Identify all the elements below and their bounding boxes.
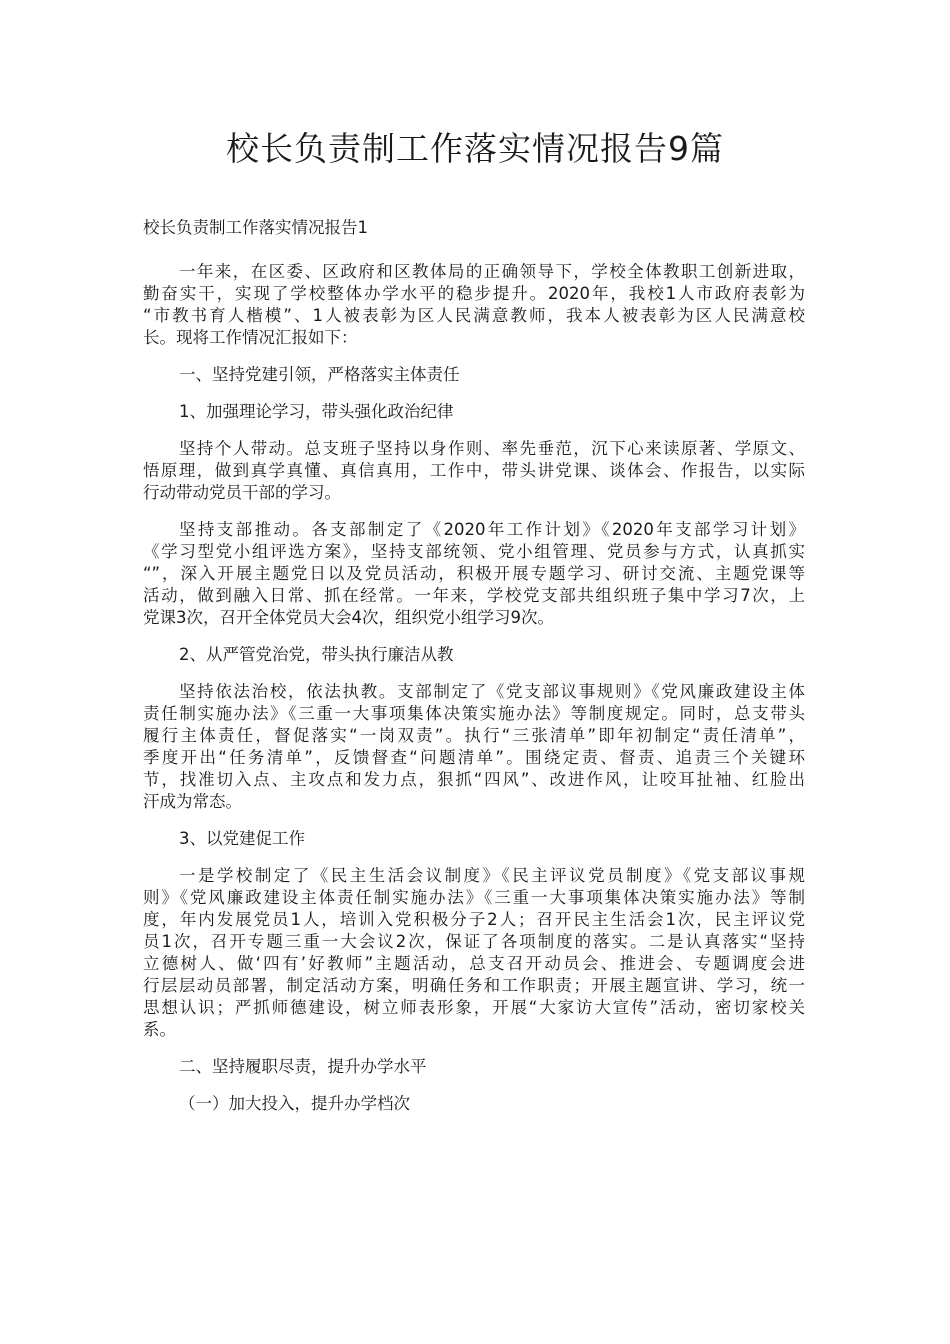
paragraph-line: 汗成为常态。 [143, 792, 242, 811]
section-heading [143, 1093, 805, 1115]
paragraph [143, 519, 805, 629]
paragraph-line: 行动带动党员干部的学习。 [143, 483, 341, 502]
paragraph-spacing [143, 504, 805, 519]
section-heading [143, 828, 805, 850]
paragraph-line: “市教书育人楷模”、1人被表彰为区人民满意教师，我本人被表彰为区人民满意校 [143, 306, 805, 325]
paragraph-line: 2、从严管党治党，带头执行廉洁从教 [179, 645, 454, 664]
paragraph-line: “”，深入开展主题党日以及党员活动，积极开展专题学习、研讨交流、主题党课等 [143, 564, 805, 583]
paragraph-line: 系。 [143, 1020, 176, 1039]
paragraph-line: 党课3次，召开全体党员大会4次，组织党小组学习9次。 [143, 608, 554, 627]
section-heading [143, 364, 805, 386]
paragraph-line: 活动，做到融入日常、抓在经常。一年来，学校党支部共组织班子集中学习7次，上 [143, 586, 805, 605]
paragraph-spacing [143, 666, 805, 681]
paragraph-line: 思想认识；严抓师德建设，树立师表形象，开展“大家访大宣传”活动，密切家校关 [143, 998, 805, 1017]
paragraph-line: 度，年内发展党员1人，培训入党积极分子2人；召开民主生活会1次，民主评议党 [143, 910, 805, 929]
paragraph-line: 《学习型党小组评选方案》，坚持支部统领、党小组管理、党员参与方式，认真抓实 [143, 542, 805, 561]
paragraph-spacing [143, 850, 805, 865]
paragraph-spacing [143, 423, 805, 438]
paragraph-spacing [143, 239, 805, 261]
paragraph [143, 865, 805, 1041]
section-heading [143, 1056, 805, 1078]
paragraph-spacing [143, 629, 805, 644]
paragraph-line: 责任制实施办法》《三重一大事项集体决策实施办法》等制度规定。同时，总支带头 [143, 704, 805, 723]
paragraph [143, 681, 805, 813]
section-heading [143, 644, 805, 666]
paragraph-spacing [143, 349, 805, 364]
paragraph-line: 坚持个人带动。总支班子坚持以身作则、率先垂范，沉下心来读原著、学原文、 [179, 439, 805, 458]
section-heading [143, 217, 805, 239]
document-body [143, 217, 805, 1115]
paragraph-line: 行层层动员部署，制定活动方案，明确任务和工作职责；开展主题宣讲、学习，统一 [143, 976, 805, 995]
paragraph-line: 校长负责制工作落实情况报告1 [143, 218, 368, 237]
paragraph-line: 一是学校制定了《民主生活会议制度》《民主评议党员制度》《党支部议事规 [179, 866, 805, 885]
paragraph-line: 坚持支部推动。各支部制定了《2020年工作计划》《2020年支部学习计划》 [179, 520, 805, 539]
document-title: 校长负责制工作落实情况报告9篇 [226, 129, 724, 168]
paragraph [143, 438, 805, 504]
paragraph-line: 坚持依法治校，依法执教。支部制定了《党支部议事规则》《党风廉政建设主体 [179, 682, 805, 701]
paragraph-line: （一）加大投入，提升办学档次 [179, 1094, 410, 1113]
paragraph-line: 员1次，召开专题三重一大会议2次，保证了各项制度的落实。二是认真落实“坚持 [143, 932, 805, 951]
paragraph-line: 长。现将工作情况汇报如下： [143, 328, 358, 347]
paragraph-line: 勤奋实干，实现了学校整体办学水平的稳步提升。2020年，我校1人市政府表彰为 [143, 284, 805, 303]
section-heading [143, 401, 805, 423]
paragraph-line: 节，找准切入点、主攻点和发力点，狠抓“四风”、改进作风，让咬耳扯袖、红脸出 [143, 770, 805, 789]
paragraph-spacing [143, 813, 805, 828]
paragraph-spacing [143, 1041, 805, 1056]
paragraph [143, 261, 805, 349]
paragraph-line: 3、以党建促工作 [179, 829, 305, 848]
paragraph-line: 立德树人、做‘四有’好教师”主题活动，总支召开动员会、推进会、专题调度会进 [143, 954, 805, 973]
paragraph-line: 二、坚持履职尽责，提升办学水平 [179, 1057, 427, 1076]
paragraph-line: 季度开出“任务清单”，反馈督查“问题清单”。围绕定责、督责、追责三个关键环 [143, 748, 805, 767]
paragraph-line: 一、坚持党建引领，严格落实主体责任 [179, 365, 460, 384]
paragraph-line: 一年来，在区委、区政府和区教体局的正确领导下，学校全体教职工创新进取， [179, 262, 805, 281]
paragraph-line: 履行主体责任，督促落实“一岗双责”。执行“三张清单”即年初制定“责任清单”， [143, 726, 805, 745]
paragraph-spacing [143, 1078, 805, 1093]
paragraph-line: 则》《党风廉政建设主体责任制实施办法》《三重一大事项集体决策实施办法》等制 [143, 888, 805, 907]
paragraph-spacing [143, 386, 805, 401]
paragraph-line: 1、加强理论学习，带头强化政治纪律 [179, 402, 454, 421]
paragraph-line: 悟原理，做到真学真懂、真信真用，工作中，带头讲党课、谈体会、作报告，以实际 [143, 461, 805, 480]
